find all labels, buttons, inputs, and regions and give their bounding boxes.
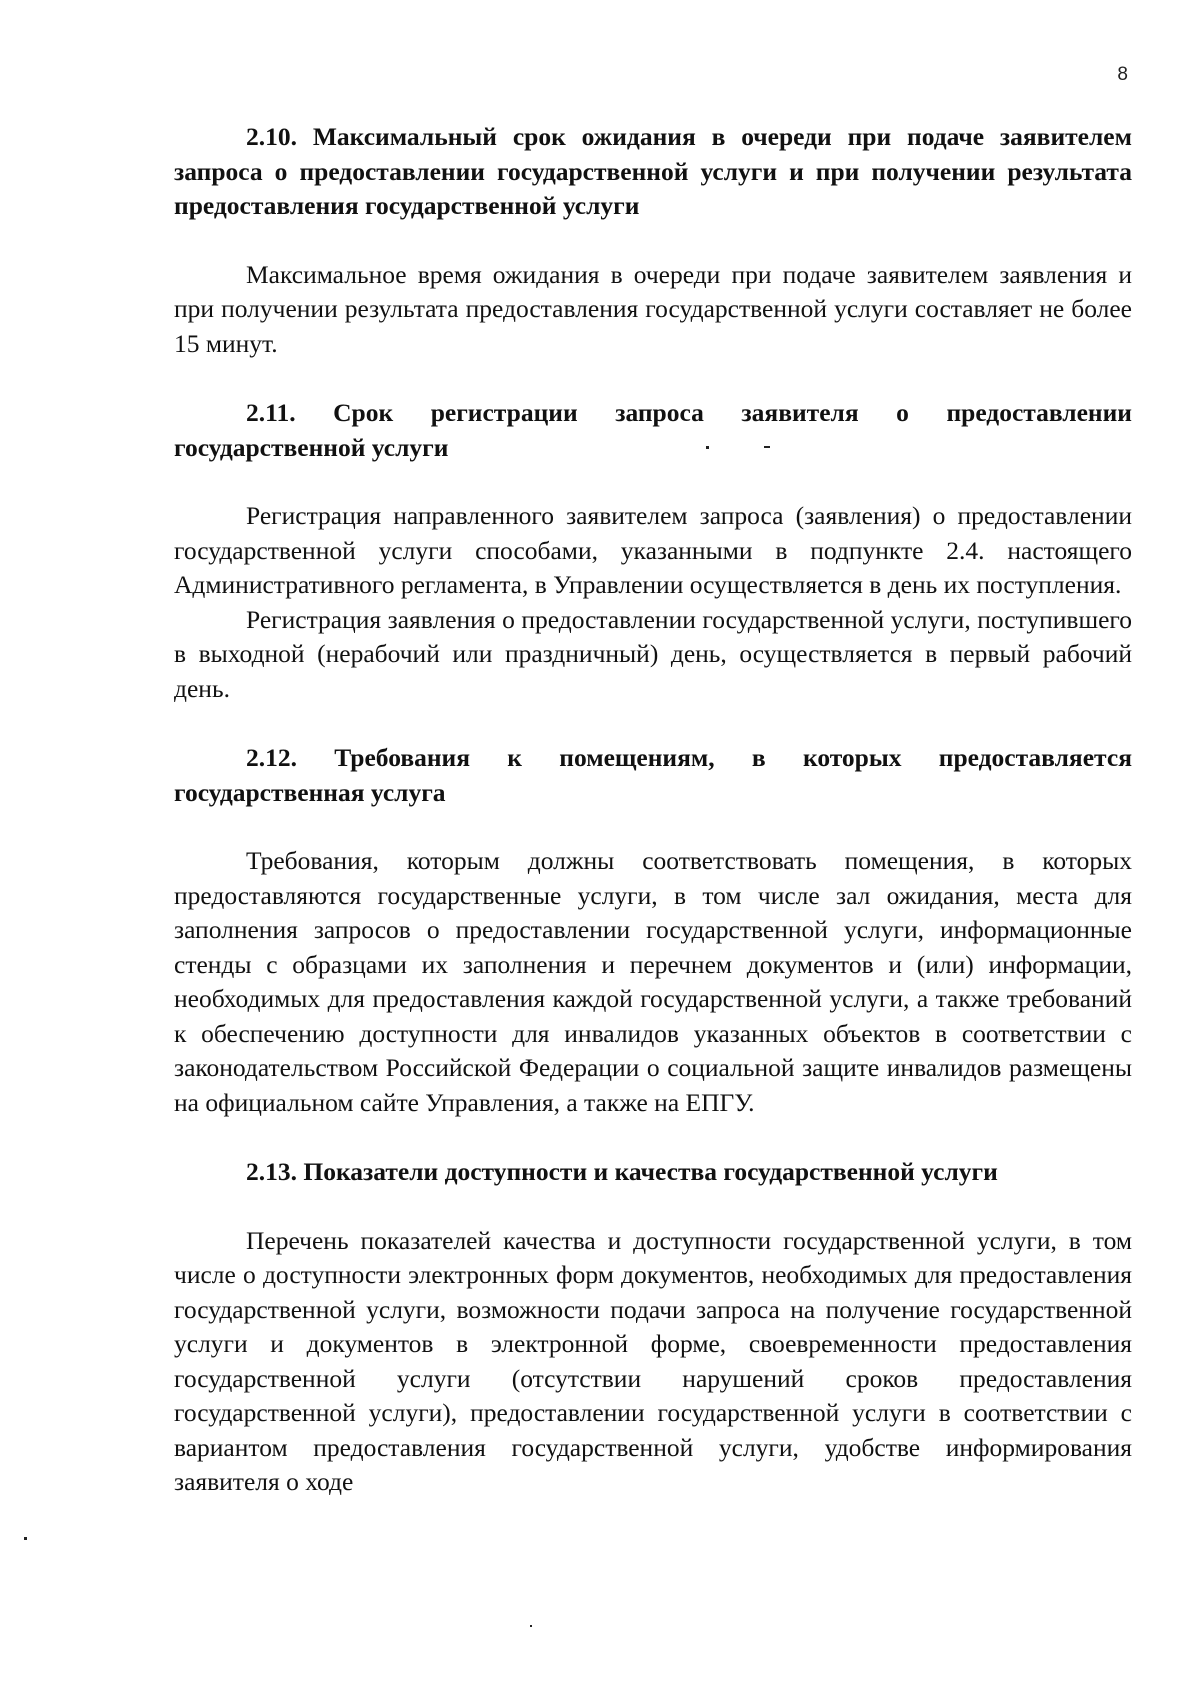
paragraph: Регистрация заявления о предоставлении государственной услуги, поступившего в выходной (нерабочий или праздничный) день, осуществляется в первый рабочий день.	[174, 604, 1132, 703]
section-2-13	[174, 1155, 1132, 1500]
scan-speck	[24, 1537, 27, 1540]
page-number: 8	[1117, 64, 1128, 85]
section-2-10	[174, 120, 1132, 361]
paragraph: Перечень показателей качества и доступности государственной услуги, в том числе о доступности электронных форм документов, необходимых для предоставления государственной услуги, возможности подачи запроса на получение государственной услуги и документов в электронной форме, своевременности предоставления государственной услуги (отсутствии нарушений сроков предоставления государственной услуги), предоставлении государственной услуги в соответствии с вариантом предоставления государственной услуги, удобстве информирования заявителя о ходе	[174, 1225, 1132, 1496]
scan-speck	[706, 446, 709, 449]
paragraph: Требования, которым должны соответствовать помещения, в которых предоставляются государственные услуги, в том числе зал ожидания, места для заполнения запросов о предоставлении государственной услуги, информационные стенды с образцами их заполнения и перечнем документов и (или) информации, необходимых для предоставления каждой государственной услуги, а также требований к обеспечению доступности для инвалидов указанных объектов в соответствии с законодательством Российской Федерации о социальной защите инвалидов размещены на официальном сайте Управления, а также на ЕПГУ.	[174, 846, 1132, 1117]
section-2-11	[174, 396, 1132, 706]
section-heading: 2.10. Максимальный срок ожидания в очереди при подаче заявителем запроса о предоставлении государственной услуги и при получении результата предоставления государственной услуги	[174, 122, 1132, 220]
section-heading: 2.11. Срок регистрации запроса заявителя о предоставлении государственной услуги	[174, 398, 1132, 462]
document-body	[174, 120, 1132, 1500]
scan-speck	[764, 446, 770, 448]
section-heading: 2.13. Показатели доступности и качества государственной услуги	[246, 1157, 998, 1186]
section-heading: 2.12. Требования к помещениям, в которых предоставляется государственная услуга	[174, 743, 1132, 807]
paragraph: Регистрация направленного заявителем запроса (заявления) о предоставлении государственной услуги способами, указанными в подпункте 2.4. настоящего Административного регламента, в Управлении осуществляется в день их поступления.	[174, 501, 1132, 599]
section-2-12	[174, 741, 1132, 1120]
scan-speck	[530, 1625, 532, 1627]
paragraph: Максимальное время ожидания в очереди при подаче заявителем заявления и при получении результата предоставления государственной услуги составляет не более 15 минут.	[174, 259, 1132, 358]
